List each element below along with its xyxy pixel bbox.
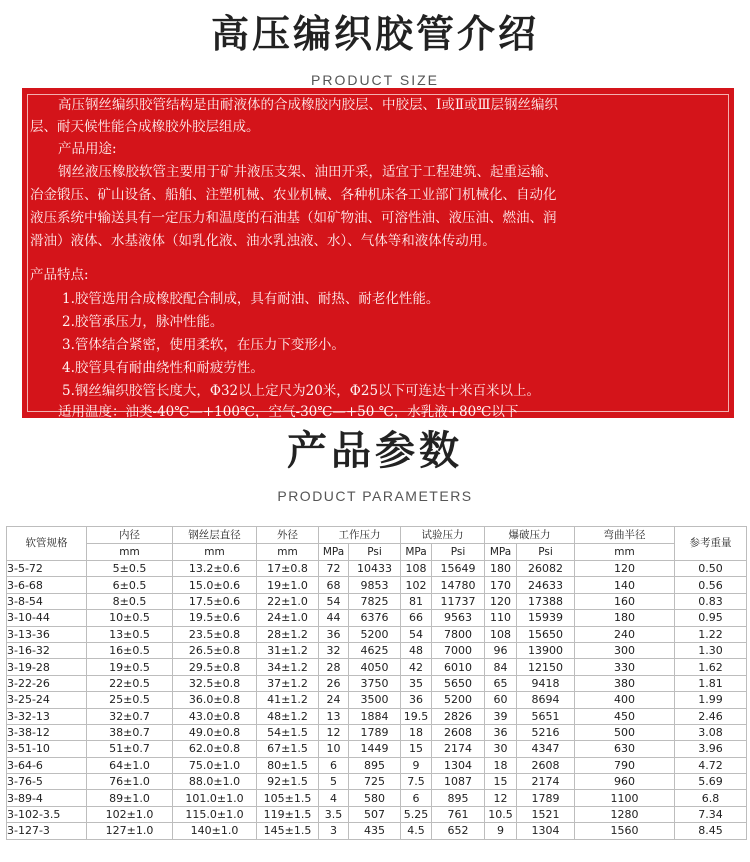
cell-weight: 8.45 [675,823,747,839]
cell-work-mpa: 10 [319,741,349,757]
table-row [7,806,747,822]
cell-burst-mpa: 60 [485,692,517,708]
cell-outer-diameter: 34±1.2 [257,659,319,675]
cell-test-mpa: 102 [401,577,432,593]
cell-test-mpa: 18 [401,724,432,740]
cell-inner-diameter: 13±0.5 [87,626,173,642]
cell-bend-radius: 240 [575,626,675,642]
cell-work-mpa: 54 [319,593,349,609]
cell-burst-psi: 9418 [517,675,575,691]
cell-burst-psi: 1789 [517,790,575,806]
cell-test-psi: 761 [432,806,485,822]
cell-bend-radius: 180 [575,610,675,626]
cell-work-mpa: 12 [319,724,349,740]
cell-bend-radius: 450 [575,708,675,724]
feature-item: 1.胶管选用合成橡胶配合制成，具有耐油、耐热、耐老化性能。 [62,291,440,307]
cell-weight: 6.8 [675,790,747,806]
cell-outer-diameter: 67±1.5 [257,741,319,757]
table-row [7,823,747,839]
cell-wire-diameter: 140±1.0 [173,823,257,839]
cell-spec: 3-5-72 [7,561,87,577]
table-row [7,675,747,691]
cell-weight: 2.46 [675,708,747,724]
cell-weight: 0.50 [675,561,747,577]
cell-spec: 3-19-28 [7,659,87,675]
cell-burst-mpa: 110 [485,610,517,626]
intro-line: 液压系统中输送具有一定压力和温度的石油基（如矿物油、可溶性油、液压油、燃油、润 [30,210,557,226]
cell-inner-diameter: 32±0.7 [87,708,173,724]
cell-test-mpa: 4.5 [401,823,432,839]
header-outer-diameter: 外径 [257,527,319,544]
cell-spec: 3-38-12 [7,724,87,740]
cell-bend-radius: 120 [575,561,675,577]
unit-psi: Psi [517,544,575,561]
cell-burst-mpa: 12 [485,790,517,806]
cell-wire-diameter: 36.0±0.8 [173,692,257,708]
cell-work-mpa: 24 [319,692,349,708]
cell-work-mpa: 26 [319,675,349,691]
cell-outer-diameter: 28±1.2 [257,626,319,642]
cell-outer-diameter: 80±1.5 [257,757,319,773]
cell-work-mpa: 6 [319,757,349,773]
cell-work-psi: 1449 [349,741,401,757]
unit-mm: mm [575,544,675,561]
cell-test-mpa: 6 [401,790,432,806]
cell-outer-diameter: 48±1.2 [257,708,319,724]
table-row [7,610,747,626]
cell-test-mpa: 81 [401,593,432,609]
intro-line: 高压钢丝编织胶管结构是由耐液体的合成橡胶内胶层、中胶层、Ⅰ或Ⅱ或Ⅲ层钢丝编织 [58,97,559,113]
cell-work-psi: 1884 [349,708,401,724]
cell-weight: 4.72 [675,757,747,773]
header-test-pressure: 试验压力 [401,527,485,544]
unit-mm: mm [87,544,173,561]
cell-burst-mpa: 30 [485,741,517,757]
cell-test-psi: 2174 [432,741,485,757]
cell-wire-diameter: 115.0±1.0 [173,806,257,822]
cell-burst-mpa: 120 [485,593,517,609]
cell-bend-radius: 380 [575,675,675,691]
features-heading: 产品特点: [30,267,89,283]
cell-burst-psi: 2608 [517,757,575,773]
cell-inner-diameter: 25±0.5 [87,692,173,708]
cell-inner-diameter: 19±0.5 [87,659,173,675]
cell-outer-diameter: 19±1.0 [257,577,319,593]
header-burst-pressure: 爆破压力 [485,527,575,544]
cell-test-psi: 15649 [432,561,485,577]
cell-work-psi: 4050 [349,659,401,675]
unit-psi: Psi [432,544,485,561]
cell-inner-diameter: 22±0.5 [87,675,173,691]
cell-burst-mpa: 36 [485,724,517,740]
header-inner-diameter: 内径 [87,527,173,544]
feature-item: 3.管体结合紧密，使用柔软，在压力下变形小。 [62,337,345,353]
page-title: 高压编织胶管介绍 [210,12,539,56]
cell-work-psi: 4625 [349,642,401,658]
table-row [7,774,747,790]
cell-burst-psi: 13900 [517,642,575,658]
header-weight: 参考重量 [675,527,747,561]
cell-outer-diameter: 105±1.5 [257,790,319,806]
unit-mpa: MPa [401,544,432,561]
cell-burst-psi: 4347 [517,741,575,757]
cell-outer-diameter: 92±1.5 [257,774,319,790]
cell-inner-diameter: 6±0.5 [87,577,173,593]
product-parameters-table [6,526,747,840]
cell-burst-mpa: 65 [485,675,517,691]
cell-work-psi: 1789 [349,724,401,740]
cell-test-psi: 6010 [432,659,485,675]
cell-weight: 1.62 [675,659,747,675]
unit-mpa: MPa [319,544,349,561]
cell-burst-mpa: 170 [485,577,517,593]
unit-psi: Psi [349,544,401,561]
cell-test-psi: 2826 [432,708,485,724]
cell-inner-diameter: 89±1.0 [87,790,173,806]
cell-work-mpa: 32 [319,642,349,658]
cell-inner-diameter: 16±0.5 [87,642,173,658]
cell-test-mpa: 36 [401,692,432,708]
cell-burst-psi: 26082 [517,561,575,577]
cell-inner-diameter: 10±0.5 [87,610,173,626]
cell-work-psi: 435 [349,823,401,839]
cell-wire-diameter: 29.5±0.8 [173,659,257,675]
cell-wire-diameter: 49.0±0.8 [173,724,257,740]
cell-outer-diameter: 31±1.2 [257,642,319,658]
cell-spec: 3-13-36 [7,626,87,642]
header-wire-diameter: 钢丝层直径 [173,527,257,544]
cell-spec: 3-25-24 [7,692,87,708]
cell-work-mpa: 72 [319,561,349,577]
cell-test-mpa: 35 [401,675,432,691]
cell-burst-mpa: 96 [485,642,517,658]
cell-wire-diameter: 88.0±1.0 [173,774,257,790]
cell-burst-psi: 5216 [517,724,575,740]
cell-burst-mpa: 18 [485,757,517,773]
cell-burst-psi: 17388 [517,593,575,609]
cell-work-psi: 3500 [349,692,401,708]
cell-work-psi: 725 [349,774,401,790]
table-row [7,708,747,724]
cell-inner-diameter: 76±1.0 [87,774,173,790]
table-row [7,692,747,708]
cell-bend-radius: 630 [575,741,675,757]
table-row [7,724,747,740]
cell-test-psi: 5200 [432,692,485,708]
usage-heading: 产品用途: [58,141,117,157]
cell-weight: 0.83 [675,593,747,609]
cell-burst-psi: 1521 [517,806,575,822]
table-row [7,577,747,593]
table-row [7,790,747,806]
cell-burst-mpa: 10.5 [485,806,517,822]
feature-item: 2.胶管承压力，脉冲性能。 [62,314,224,330]
table-row [7,659,747,675]
cell-burst-psi: 8694 [517,692,575,708]
cell-work-psi: 9853 [349,577,401,593]
cell-weight: 1.30 [675,642,747,658]
table-unit-row [7,544,747,561]
cell-weight: 1.22 [675,626,747,642]
cell-burst-mpa: 9 [485,823,517,839]
cell-burst-psi: 1304 [517,823,575,839]
cell-spec: 3-6-68 [7,577,87,593]
cell-bend-radius: 500 [575,724,675,740]
header-bend-radius: 弯曲半径 [575,527,675,544]
cell-test-psi: 2608 [432,724,485,740]
cell-weight: 1.99 [675,692,747,708]
cell-bend-radius: 160 [575,593,675,609]
cell-inner-diameter: 8±0.5 [87,593,173,609]
cell-inner-diameter: 127±1.0 [87,823,173,839]
cell-weight: 0.56 [675,577,747,593]
cell-inner-diameter: 64±1.0 [87,757,173,773]
feature-item: 5.钢丝编织胶管长度大，Φ32以上定尺为20米，Φ25以下可连达十米百米以上。 [62,383,541,399]
cell-bend-radius: 790 [575,757,675,773]
cell-burst-psi: 2174 [517,774,575,790]
unit-mm: mm [173,544,257,561]
cell-wire-diameter: 13.2±0.6 [173,561,257,577]
header-working-pressure: 工作压力 [319,527,401,544]
cell-work-mpa: 68 [319,577,349,593]
cell-burst-mpa: 84 [485,659,517,675]
cell-test-psi: 1087 [432,774,485,790]
unit-mm: mm [257,544,319,561]
table-row [7,741,747,757]
product-intro-panel [22,88,734,418]
table-row [7,642,747,658]
cell-inner-diameter: 51±0.7 [87,741,173,757]
cell-wire-diameter: 19.5±0.6 [173,610,257,626]
cell-outer-diameter: 41±1.2 [257,692,319,708]
cell-wire-diameter: 101.0±1.0 [173,790,257,806]
cell-work-psi: 895 [349,757,401,773]
cell-test-mpa: 15 [401,741,432,757]
cell-outer-diameter: 37±1.2 [257,675,319,691]
cell-spec: 3-32-13 [7,708,87,724]
cell-wire-diameter: 32.5±0.8 [173,675,257,691]
cell-wire-diameter: 26.5±0.8 [173,642,257,658]
cell-test-mpa: 9 [401,757,432,773]
cell-inner-diameter: 38±0.7 [87,724,173,740]
cell-burst-mpa: 39 [485,708,517,724]
cell-burst-psi: 15939 [517,610,575,626]
cell-outer-diameter: 17±0.8 [257,561,319,577]
cell-outer-diameter: 54±1.5 [257,724,319,740]
cell-test-mpa: 54 [401,626,432,642]
cell-test-mpa: 5.25 [401,806,432,822]
cell-work-psi: 5200 [349,626,401,642]
cell-test-psi: 9563 [432,610,485,626]
cell-work-psi: 3750 [349,675,401,691]
cell-outer-diameter: 22±1.0 [257,593,319,609]
cell-work-mpa: 3 [319,823,349,839]
page-subtitle: PRODUCT SIZE [311,72,439,88]
cell-weight: 5.69 [675,774,747,790]
cell-outer-diameter: 24±1.0 [257,610,319,626]
cell-spec: 3-102-3.5 [7,806,87,822]
cell-weight: 3.08 [675,724,747,740]
cell-bend-radius: 140 [575,577,675,593]
cell-bend-radius: 1100 [575,790,675,806]
cell-wire-diameter: 62.0±0.8 [173,741,257,757]
cell-weight: 7.34 [675,806,747,822]
cell-work-psi: 6376 [349,610,401,626]
table-row [7,561,747,577]
cell-spec: 3-76-5 [7,774,87,790]
header-spec: 软管规格 [7,527,87,561]
cell-test-mpa: 48 [401,642,432,658]
cell-weight: 3.96 [675,741,747,757]
cell-test-psi: 895 [432,790,485,806]
cell-test-psi: 14780 [432,577,485,593]
cell-inner-diameter: 102±1.0 [87,806,173,822]
cell-spec: 3-51-10 [7,741,87,757]
cell-test-psi: 7800 [432,626,485,642]
table-header-row [7,527,747,544]
unit-mpa: MPa [485,544,517,561]
cell-bend-radius: 960 [575,774,675,790]
cell-weight: 1.81 [675,675,747,691]
table-row [7,593,747,609]
cell-test-mpa: 7.5 [401,774,432,790]
cell-work-psi: 10433 [349,561,401,577]
intro-line: 钢丝液压橡胶软管主要用于矿井液压支架、油田开采，适宜于工程建筑、起重运输、 [58,164,558,180]
intro-line: 层、耐天候性能合成橡胶外胶层组成。 [30,119,260,135]
cell-test-psi: 1304 [432,757,485,773]
cell-bend-radius: 1560 [575,823,675,839]
cell-burst-psi: 5651 [517,708,575,724]
cell-spec: 3-10-44 [7,610,87,626]
cell-bend-radius: 300 [575,642,675,658]
params-subtitle: PRODUCT PARAMETERS [277,488,473,504]
cell-burst-mpa: 108 [485,626,517,642]
cell-work-mpa: 5 [319,774,349,790]
cell-spec: 3-127-3 [7,823,87,839]
cell-burst-mpa: 180 [485,561,517,577]
cell-work-psi: 7825 [349,593,401,609]
table-row [7,626,747,642]
cell-work-mpa: 3.5 [319,806,349,822]
cell-burst-psi: 12150 [517,659,575,675]
cell-bend-radius: 1280 [575,806,675,822]
intro-line: 冶金锻压、矿山设备、船舶、注塑机械、农业机械、各种机床各工业部门机械化、自动化 [30,187,557,203]
cell-bend-radius: 330 [575,659,675,675]
cell-work-mpa: 44 [319,610,349,626]
table-row [7,757,747,773]
cell-outer-diameter: 119±1.5 [257,806,319,822]
cell-work-mpa: 4 [319,790,349,806]
params-title: 产品参数 [287,428,463,474]
cell-test-psi: 7000 [432,642,485,658]
cell-spec: 3-89-4 [7,790,87,806]
cell-wire-diameter: 75.0±1.0 [173,757,257,773]
cell-test-psi: 5650 [432,675,485,691]
cell-test-mpa: 108 [401,561,432,577]
cell-test-mpa: 19.5 [401,708,432,724]
cell-wire-diameter: 17.5±0.6 [173,593,257,609]
cell-spec: 3-22-26 [7,675,87,691]
cell-wire-diameter: 43.0±0.8 [173,708,257,724]
temperature-range: 适用温度：油类-40℃—+100℃，空气-30℃—+50 ℃，水乳液+80℃以下 [58,404,519,420]
cell-weight: 0.95 [675,610,747,626]
cell-inner-diameter: 5±0.5 [87,561,173,577]
cell-spec: 3-8-54 [7,593,87,609]
feature-item: 4.胶管具有耐曲绕性和耐疲劳性。 [62,360,264,376]
cell-work-mpa: 36 [319,626,349,642]
cell-burst-psi: 24633 [517,577,575,593]
cell-wire-diameter: 23.5±0.8 [173,626,257,642]
cell-burst-psi: 15650 [517,626,575,642]
cell-spec: 3-64-6 [7,757,87,773]
cell-burst-mpa: 15 [485,774,517,790]
cell-work-psi: 580 [349,790,401,806]
cell-work-mpa: 28 [319,659,349,675]
cell-test-mpa: 42 [401,659,432,675]
cell-outer-diameter: 145±1.5 [257,823,319,839]
cell-work-mpa: 13 [319,708,349,724]
cell-test-psi: 652 [432,823,485,839]
cell-wire-diameter: 15.0±0.6 [173,577,257,593]
intro-line: 滑油）液体、水基液体（如乳化液、油水乳浊液、水）、气体等和液体传动用。 [30,233,496,249]
cell-bend-radius: 400 [575,692,675,708]
cell-test-mpa: 66 [401,610,432,626]
cell-work-psi: 507 [349,806,401,822]
cell-spec: 3-16-32 [7,642,87,658]
cell-test-psi: 11737 [432,593,485,609]
